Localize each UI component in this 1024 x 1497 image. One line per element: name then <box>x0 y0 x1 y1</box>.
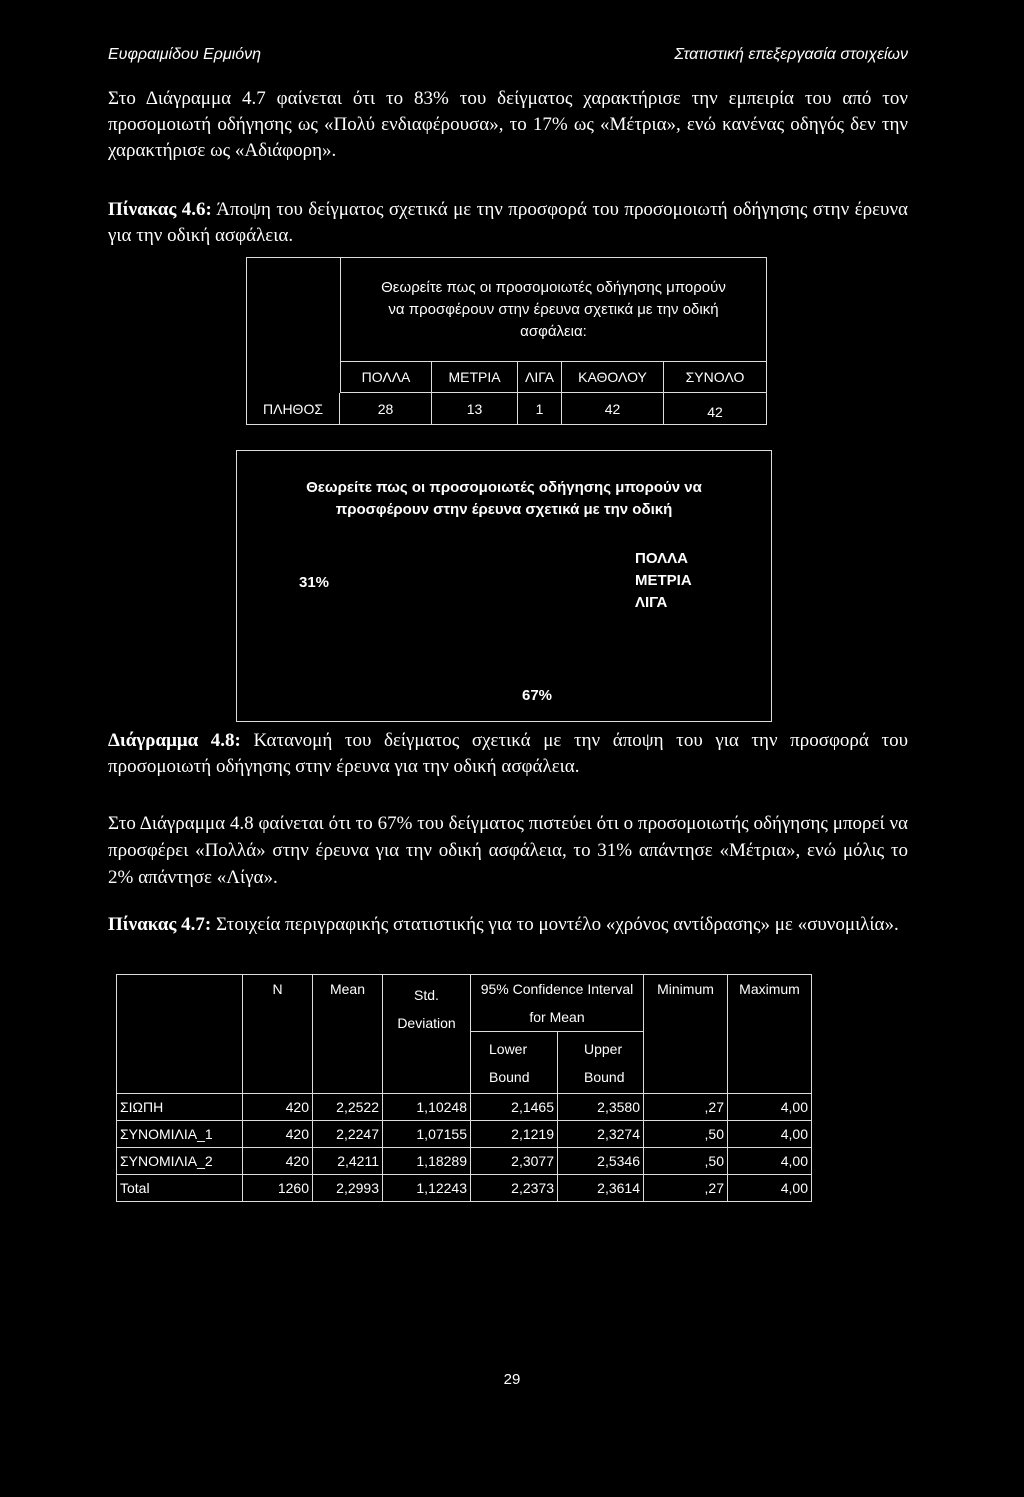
table-cell: 2,4211 <box>313 1148 383 1175</box>
table46-value: 28 <box>340 393 432 424</box>
pie-data-label: 31% <box>299 574 330 591</box>
table-cell: 2,3580 <box>558 1094 644 1121</box>
table47-header <box>383 975 471 1094</box>
table-cell: 2,5346 <box>558 1148 644 1175</box>
table47-corner <box>117 975 243 1094</box>
table-4-6 <box>246 257 767 425</box>
legend-item: ΛΙΓΑ <box>635 594 668 611</box>
table-cell: 1,10248 <box>383 1094 471 1121</box>
diagram48-caption-label: Διάγραμμα 4.8: <box>108 730 241 751</box>
table-row <box>117 1175 812 1202</box>
table46-header: ΠΟΛΛΑ <box>340 362 432 393</box>
table46-header: ΜΕΤΡΙΑ <box>432 362 518 393</box>
pie-data-label: 67% <box>522 687 553 704</box>
table-cell: 420 <box>243 1121 313 1148</box>
table-cell: 1,07155 <box>383 1121 471 1148</box>
table46-header: ΚΑΘΟΛΟΥ <box>562 362 664 393</box>
table47-header <box>471 975 644 1032</box>
legend-item: ΜΕΤΡΙΑ <box>635 572 692 589</box>
table47-header <box>558 1032 644 1094</box>
table47-caption <box>108 912 908 938</box>
table-row-label: Total <box>117 1175 243 1202</box>
table-cell: 4,00 <box>728 1094 812 1121</box>
table47-header-line: Lower <box>489 1040 528 1057</box>
table-cell: 2,3614 <box>558 1175 644 1202</box>
table-row <box>117 1094 812 1121</box>
table-4-7 <box>116 974 812 1202</box>
table47-header: N <box>243 975 313 1094</box>
table-row-label: ΣΥΝΟΜΙΛΙΑ_1 <box>117 1121 243 1148</box>
table-row-label: ΣΥΝΟΜΙΛΙΑ_2 <box>117 1148 243 1175</box>
table-cell: 2,2993 <box>313 1175 383 1202</box>
table-row <box>117 1148 812 1175</box>
table46-caption-text: Άποψη του δείγματος σχετικά με την προσφορά του προσομοιωτή οδήγησης στην έρευνα για την οδική ασφάλεια. <box>108 199 909 246</box>
pie-chart <box>236 450 772 722</box>
table-cell: 2,2247 <box>313 1121 383 1148</box>
table-cell: ,50 <box>644 1121 728 1148</box>
table-row-label: ΣΙΩΠΗ <box>117 1094 243 1121</box>
table-cell: 2,3274 <box>558 1121 644 1148</box>
table-cell: 1,18289 <box>383 1148 471 1175</box>
table46-header: ΣΥΝΟΛΟ <box>664 362 766 393</box>
table-row <box>117 1121 812 1148</box>
table47-header-line: Std. <box>414 987 439 1003</box>
table-cell: ,27 <box>644 1175 728 1202</box>
table47-header-line: Bound <box>489 1068 530 1085</box>
chart-title: Θεωρείτε πως οι προσομοιωτές οδήγησης μπορούν να προσφέρουν στην έρευνα σχετικά με την οδική <box>306 479 702 518</box>
paragraph-2: Στο Διάγραμμα 4.8 φαίνεται ότι το 67% του δείγματος πιστεύει ότι ο προσομοιωτής οδήγησης μπορεί να προσφέρει «Πολλά» στην έρευνα για την οδική ασφάλεια, το 31% απάντησε «Μέτρια», ενώ μόλις το 2% απάντησε «Λίγα». <box>108 813 908 888</box>
table46-value: 42 <box>562 393 664 424</box>
table-cell: ,27 <box>644 1094 728 1121</box>
table47-header: Maximum <box>728 975 812 1094</box>
table-cell: 1,12243 <box>383 1175 471 1202</box>
table46-row-label: ΠΛΗΘΟΣ <box>247 393 340 424</box>
table46-value: 1 <box>518 393 562 424</box>
table47-header: Mean <box>313 975 383 1094</box>
table46-caption-label: Πίνακας 4.6: <box>108 199 212 220</box>
table-cell: 2,1465 <box>471 1094 558 1121</box>
paragraph-1: Στο Διάγραμμα 4.7 φαίνεται ότι το 83% του δείγματος χαρακτήρισε την εμπειρία του από τον προσομοιωτή οδήγησης ως «Πολύ ενδιαφέρουσα», το 17% ως «Μέτρια», ενώ κανένας οδηγός δεν την χαρακτήρισε ως «Αδιάφορη». <box>108 88 908 161</box>
table47-caption-label: Πίνακας 4.7: <box>108 914 212 935</box>
table-cell: 420 <box>243 1148 313 1175</box>
table46-header: ΛΙΓΑ <box>518 362 562 393</box>
table47-caption-text: Στοιχεία περιγραφικής στατιστικής για το μοντέλο «χρόνος αντίδρασης» με «συνομιλία». <box>211 914 899 935</box>
table-cell: 420 <box>243 1094 313 1121</box>
table-cell: ,50 <box>644 1148 728 1175</box>
table46-value: 42 <box>707 403 723 420</box>
table-cell: 1260 <box>243 1175 313 1202</box>
table-cell: 4,00 <box>728 1175 812 1202</box>
table46-value: 13 <box>432 393 518 424</box>
chart-legend <box>635 548 692 614</box>
page-number: 29 <box>503 1371 521 1388</box>
table46-question: Θεωρείτε πως οι προσομοιωτές οδήγησης μπορούν να προσφέρουν στην έρευνα σχετικά με την οδική ασφάλεια: <box>340 258 766 362</box>
table47-header-line: for Mean <box>529 1009 585 1025</box>
legend-item: ΠΟΛΛΑ <box>635 550 688 567</box>
table-cell: 2,2522 <box>313 1094 383 1121</box>
table-cell: 2,3077 <box>471 1148 558 1175</box>
table47-header <box>471 1032 558 1094</box>
table-cell: 2,1219 <box>471 1121 558 1148</box>
table47-header-line: Deviation <box>397 1015 456 1031</box>
table47-header-line: 95% Confidence Interval <box>480 981 634 997</box>
table46-caption <box>108 197 908 249</box>
table47-header-line: Bound <box>584 1068 625 1085</box>
table-cell: 4,00 <box>728 1121 812 1148</box>
diagram48-caption-text: Κατανομή του δείγματος σχετικά με την άποψη του για την προσφορά του προσομοιωτή οδήγησης στην έρευνα για την οδική ασφάλεια. <box>108 730 908 777</box>
table47-header: Minimum <box>644 975 728 1094</box>
header-section: Στατιστική επεξεργασία στοιχείων <box>674 46 908 63</box>
table-cell: 4,00 <box>728 1148 812 1175</box>
diagram48-caption <box>108 728 908 780</box>
header-author: Ευφραιμίδου Ερμιόνη <box>108 46 262 63</box>
table47-header-line: Upper <box>584 1040 623 1057</box>
table-cell: 2,2373 <box>471 1175 558 1202</box>
